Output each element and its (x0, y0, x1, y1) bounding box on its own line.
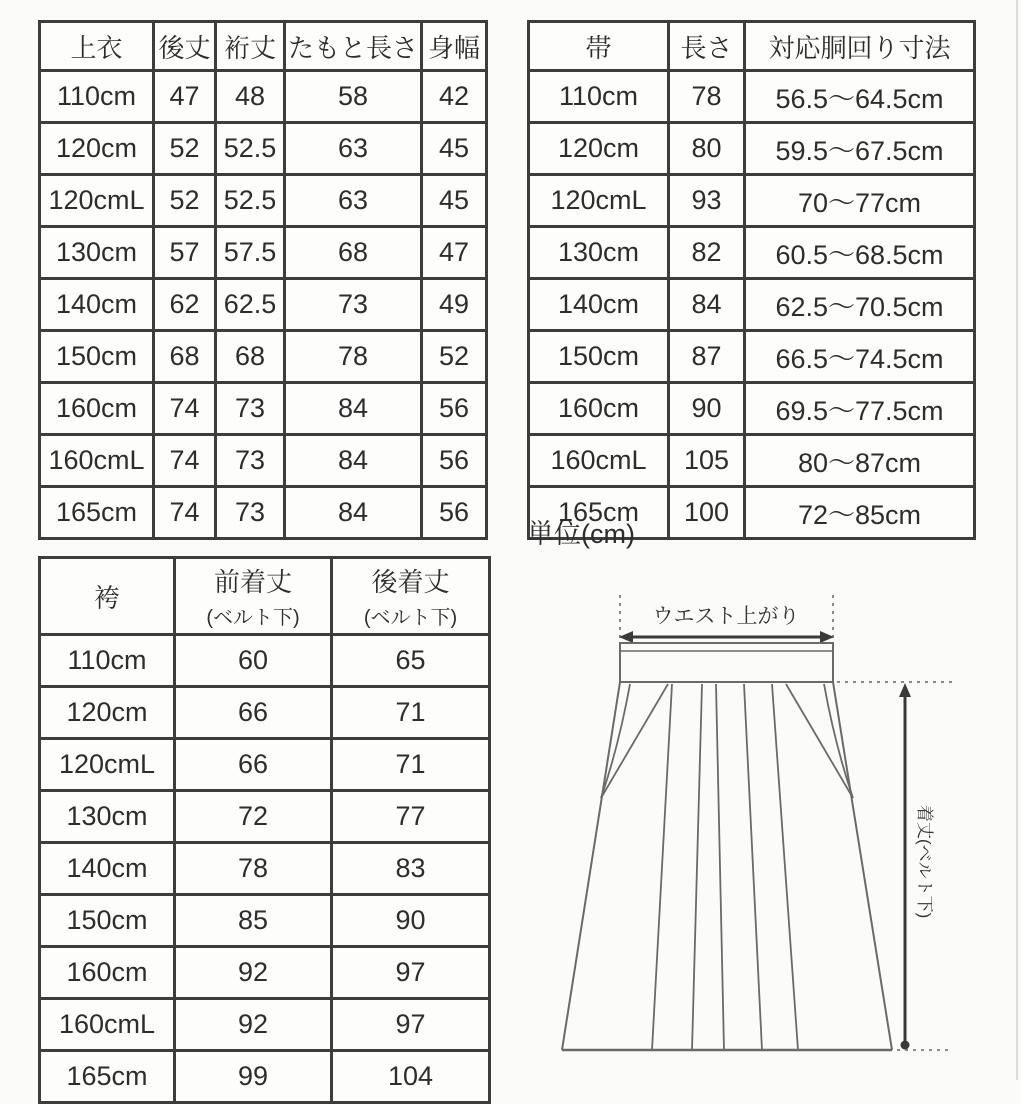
pleat-line (716, 684, 724, 1050)
table-row (529, 279, 975, 331)
table-row (40, 1051, 490, 1103)
header-row (529, 22, 975, 71)
column-header-tamoto-length: たもと長さ (285, 22, 422, 71)
value-cell: 84 (285, 435, 422, 487)
value-cell: 72 (175, 791, 332, 843)
value-cell: 93 (669, 175, 745, 227)
size-cell: 160cm (529, 383, 669, 435)
table-row (40, 435, 487, 487)
size-cell: 165cm (40, 487, 154, 539)
size-cell: 120cmL (40, 175, 154, 227)
size-cell: 120cm (529, 123, 669, 175)
value-cell: 99 (175, 1051, 332, 1103)
value-cell: 100 (669, 487, 745, 539)
column-header-jacket: 上衣 (40, 22, 154, 71)
size-cell: 160cmL (529, 435, 669, 487)
value-cell: 62.5 (216, 279, 285, 331)
size-cell: 120cmL (529, 175, 669, 227)
value-cell: 92 (175, 947, 332, 999)
value-cell: 57 (154, 227, 216, 279)
table-row (529, 175, 975, 227)
column-header-obi: 帯 (529, 22, 669, 71)
front-length-label: 前着丈 (213, 567, 292, 597)
size-cell: 130cm (40, 227, 154, 279)
table-row (40, 71, 487, 123)
value-cell: 47 (422, 227, 487, 279)
photo-edge-line (1016, 0, 1018, 1080)
value-cell: 72～85cm (745, 487, 975, 539)
value-cell: 42 (422, 71, 487, 123)
hakama-measurement-diagram (515, 575, 1015, 1080)
pleat-line (652, 684, 672, 1050)
table-row (40, 739, 490, 791)
column-header-sleeve-length: 裄丈 (216, 22, 285, 71)
value-cell: 68 (216, 331, 285, 383)
size-cell: 165cm (529, 487, 669, 539)
table-row (40, 947, 490, 999)
value-cell: 69.5～77.5cm (745, 383, 975, 435)
value-cell: 78 (285, 331, 422, 383)
hakama-size-table (38, 556, 491, 1104)
column-header-back-length: 後丈 (154, 22, 216, 71)
value-cell: 56 (422, 435, 487, 487)
value-cell: 84 (669, 279, 745, 331)
waist-arrow-left-head (619, 631, 633, 643)
size-cell: 130cm (40, 791, 175, 843)
length-arrow-bottom-dot (901, 1041, 910, 1050)
size-cell: 150cm (40, 895, 175, 947)
table-row (40, 383, 487, 435)
table-row (40, 227, 487, 279)
table-row (40, 791, 490, 843)
size-cell: 140cm (40, 279, 154, 331)
table-row (40, 843, 490, 895)
value-cell: 66 (175, 739, 332, 791)
value-cell: 66 (175, 687, 332, 739)
value-cell: 104 (332, 1051, 490, 1103)
table-row (40, 331, 487, 383)
size-cell: 165cm (40, 1051, 175, 1103)
value-cell: 52 (154, 175, 216, 227)
value-cell: 60 (175, 635, 332, 687)
value-cell: 65 (332, 635, 490, 687)
size-cell: 110cm (40, 635, 175, 687)
value-cell: 85 (175, 895, 332, 947)
column-header-body-width: 身幅 (422, 22, 487, 71)
value-cell: 90 (332, 895, 490, 947)
pleat-line (772, 684, 798, 1050)
size-cell: 150cm (40, 331, 154, 383)
value-cell: 82 (669, 227, 745, 279)
column-header-waist-range: 対応胴回り寸法 (745, 22, 975, 71)
obi-table-body (529, 71, 975, 539)
size-cell: 130cm (529, 227, 669, 279)
back-length-sub-label: (ベルト下) (363, 607, 458, 629)
table-row (40, 279, 487, 331)
header-row (40, 22, 487, 71)
table-row (40, 175, 487, 227)
table-row (40, 487, 487, 539)
value-cell: 56 (422, 487, 487, 539)
value-cell: 78 (175, 843, 332, 895)
value-cell: 77 (332, 791, 490, 843)
value-cell: 70～77cm (745, 175, 975, 227)
size-cell: 140cm (529, 279, 669, 331)
value-cell: 80～87cm (745, 435, 975, 487)
pleat-line (744, 684, 762, 1050)
column-header-back-length (332, 558, 490, 635)
column-header-front-length (175, 558, 332, 635)
size-cell: 110cm (40, 71, 154, 123)
value-cell: 73 (216, 487, 285, 539)
length-label: 着丈(ベルト下) (915, 805, 934, 919)
table-row (529, 435, 975, 487)
value-cell: 84 (285, 487, 422, 539)
obi-table-header (529, 22, 975, 71)
table-row (40, 895, 490, 947)
value-cell: 80 (669, 123, 745, 175)
jacket-table-body (40, 71, 487, 539)
value-cell: 84 (285, 383, 422, 435)
value-cell: 92 (175, 999, 332, 1051)
waist-width-label: ウエスト上がり (652, 605, 800, 628)
value-cell: 87 (669, 331, 745, 383)
value-cell: 63 (285, 175, 422, 227)
obi-size-table (527, 20, 976, 540)
value-cell: 63 (285, 123, 422, 175)
size-cell: 160cmL (40, 435, 154, 487)
value-cell: 47 (154, 71, 216, 123)
value-cell: 52 (154, 123, 216, 175)
value-cell: 68 (285, 227, 422, 279)
table-row (529, 123, 975, 175)
column-header-hakama: 袴 (40, 558, 175, 635)
value-cell: 52.5 (216, 123, 285, 175)
value-cell: 71 (332, 687, 490, 739)
value-cell: 97 (332, 947, 490, 999)
size-cell: 110cm (529, 71, 669, 123)
value-cell: 78 (669, 71, 745, 123)
value-cell: 62.5～70.5cm (745, 279, 975, 331)
value-cell: 48 (216, 71, 285, 123)
value-cell: 58 (285, 71, 422, 123)
header-row (40, 558, 490, 635)
size-cell: 120cm (40, 123, 154, 175)
value-cell: 52 (422, 331, 487, 383)
table-row (529, 227, 975, 279)
size-cell: 160cmL (40, 999, 175, 1051)
size-cell: 150cm (529, 331, 669, 383)
value-cell: 45 (422, 123, 487, 175)
table-row (40, 635, 490, 687)
waistband-outline (620, 643, 833, 682)
value-cell: 74 (154, 435, 216, 487)
jacket-size-table (38, 20, 488, 540)
value-cell: 74 (154, 487, 216, 539)
value-cell: 68 (154, 331, 216, 383)
value-cell: 56.5～64.5cm (745, 71, 975, 123)
value-cell: 73 (285, 279, 422, 331)
value-cell: 49 (422, 279, 487, 331)
value-cell: 83 (332, 843, 490, 895)
value-cell: 73 (216, 383, 285, 435)
value-cell: 56 (422, 383, 487, 435)
value-cell: 59.5～67.5cm (745, 123, 975, 175)
size-cell: 160cm (40, 947, 175, 999)
value-cell: 97 (332, 999, 490, 1051)
jacket-table-header (40, 22, 487, 71)
value-cell: 62 (154, 279, 216, 331)
value-cell: 60.5～68.5cm (745, 227, 975, 279)
value-cell: 71 (332, 739, 490, 791)
back-length-label: 後着丈 (371, 567, 450, 597)
size-cell: 120cm (40, 687, 175, 739)
hakama-table-header (40, 558, 490, 635)
hakama-table-body (40, 635, 490, 1103)
value-cell: 57.5 (216, 227, 285, 279)
front-length-sub-label: (ベルト下) (206, 607, 300, 629)
value-cell: 90 (669, 383, 745, 435)
size-cell: 140cm (40, 843, 175, 895)
skirt-left-edge (562, 682, 620, 1050)
waist-arrow-right-head (820, 631, 834, 643)
value-cell: 45 (422, 175, 487, 227)
value-cell: 74 (154, 383, 216, 435)
table-row (529, 71, 975, 123)
table-row (40, 123, 487, 175)
table-row (529, 331, 975, 383)
pleat-line (692, 684, 702, 1050)
size-cell: 120cmL (40, 739, 175, 791)
value-cell: 52.5 (216, 175, 285, 227)
value-cell: 66.5～74.5cm (745, 331, 975, 383)
unit-note: 単位(cm) (527, 519, 635, 549)
column-header-length: 長さ (669, 22, 745, 71)
table-row (40, 999, 490, 1051)
value-cell: 73 (216, 435, 285, 487)
size-cell: 160cm (40, 383, 154, 435)
value-cell: 105 (669, 435, 745, 487)
table-row (529, 383, 975, 435)
length-arrow-top-head (899, 683, 911, 697)
table-row (40, 687, 490, 739)
skirt-right-edge (833, 682, 892, 1050)
